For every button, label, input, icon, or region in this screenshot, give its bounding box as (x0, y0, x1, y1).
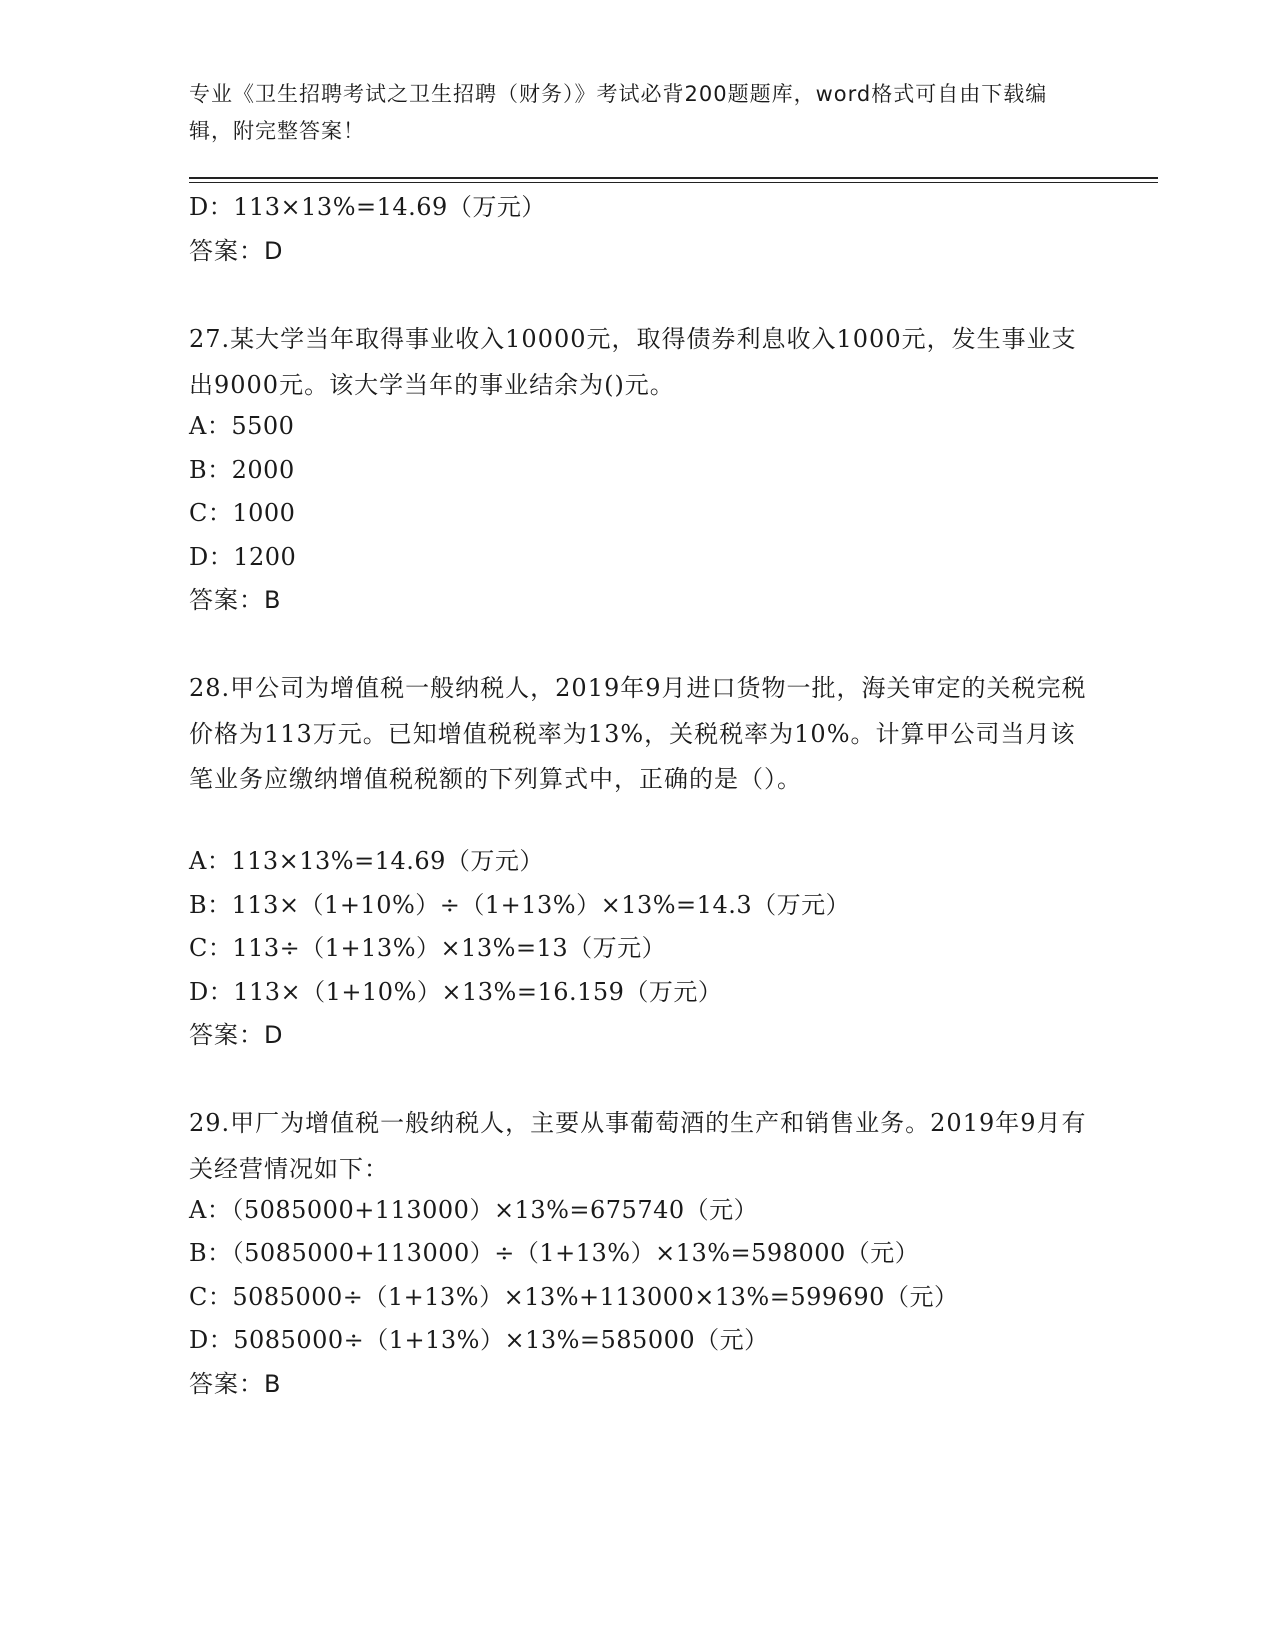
page-header: 专业《卫生招聘考试之卫生招聘（财务）》考试必背200题题库，word格式可自由下载编辑，附完整答案！ (189, 82, 1048, 143)
header-divider-thin (189, 182, 1158, 183)
q28-option-c: C：113÷（1+13%）×13%=13（万元） (189, 934, 667, 962)
q29-answer: 答案：B (189, 1370, 282, 1398)
q28-option-b: B：113×（1+10%）÷（1+13%）×13%=14.3（万元） (189, 891, 851, 919)
q27-option-d: D：1200 (189, 543, 297, 571)
q27-stem: 27.某大学当年取得事业收入10000元，取得债券利息收入1000元，发生事业支出9000元。该大学当年的事业结余为()元。 (189, 325, 1077, 399)
q29-option-c: C：5085000÷（1+13%）×13%+113000×13%=599690（元） (189, 1283, 959, 1311)
header-divider-thick (189, 177, 1158, 179)
q28-option-d: D：113×（1+10%）×13%=16.159（万元） (189, 978, 723, 1006)
q29-option-d: D：5085000÷（1+13%）×13%=585000（元） (189, 1326, 769, 1354)
prev-answer: 答案：D (189, 237, 284, 265)
q27-option-b: B：2000 (189, 456, 295, 484)
prev-option-d: D：113×13%=14.69（万元） (189, 193, 546, 221)
q29-stem: 29.甲厂为增值税一般纳税人，主要从事葡萄酒的生产和销售业务。2019年9月有关经营情况如下： (189, 1109, 1087, 1183)
q29-option-a: A：（5085000+113000）×13%=675740（元） (189, 1196, 759, 1224)
q28-option-a: A：113×13%=14.69（万元） (189, 847, 544, 875)
q29-option-b: B：（5085000+113000）÷（1+13%）×13%=598000（元） (189, 1239, 920, 1267)
q27-answer: 答案：B (189, 586, 282, 614)
q27-option-c: C：1000 (189, 499, 296, 527)
q28-stem: 28.甲公司为增值税一般纳税人，2019年9月进口货物一批，海关审定的关税完税价格为113万元。已知增值税税率为13%，关税税率为10%。计算甲公司当月该笔业务应缴纳增值税税额的下列算式中，正确的是（）。 (189, 674, 1087, 793)
q27-option-a: A：5500 (189, 412, 295, 440)
q28-answer: 答案：D (189, 1021, 284, 1049)
